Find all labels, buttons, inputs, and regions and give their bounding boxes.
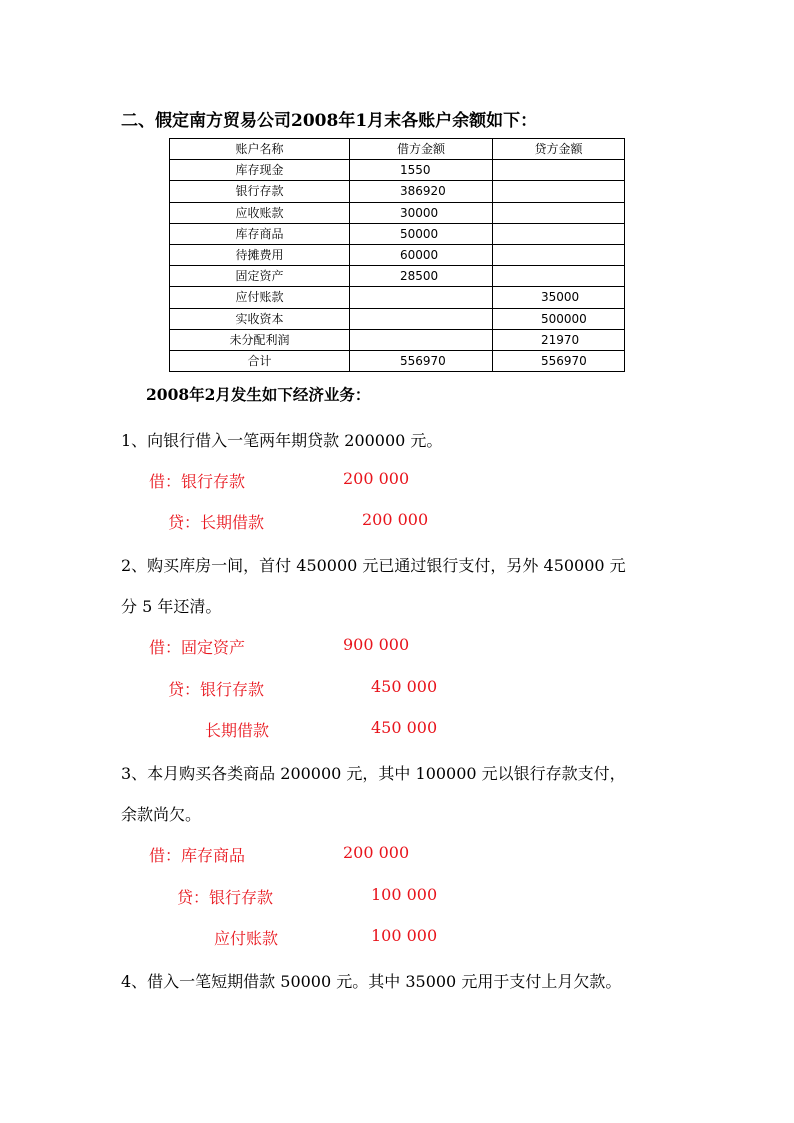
entry2-debit-label: 借：固定资产 [149,638,246,657]
header-debit: 借方金额 [350,139,493,160]
entry3-credit2-amount: 100 000 [371,926,438,945]
debit-cell [350,329,493,350]
entry3-credit-amount: 100 000 [371,885,438,904]
account-cell: 应付账款 [170,287,350,308]
entry3-credit-label: 贷：银行存款 [177,888,274,907]
table-row [170,266,625,287]
credit-cell [493,160,625,181]
account-cell: 库存现金 [170,160,350,181]
entry2-credit2-amount: 450 000 [371,718,438,737]
debit-cell: 60000 [350,244,493,265]
credit-cell: 35000 [493,287,625,308]
entry3-debit-label: 借：库存商品 [149,846,246,865]
debit-cell: 1550 [350,160,493,181]
credit-cell [493,244,625,265]
credit-cell [493,223,625,244]
entry2-debit-amount: 900 000 [343,635,410,654]
debit-cell [350,308,493,329]
entry1-debit-amount: 200 000 [343,469,410,488]
entry2-credit-label: 贷：银行存款 [168,680,265,699]
balance-table [169,138,625,372]
account-cell: 固定资产 [170,266,350,287]
entry1-debit-label: 借：银行存款 [149,472,246,491]
page-heading: 二、假定南方贸易公司2008年1月末各账户余额如下： [121,111,538,131]
table-row [170,160,625,181]
section-subheading: 2008年2月发生如下经济业务： [146,385,371,404]
transaction-item-1: 1、向银行借入一笔两年期贷款 200000 元。 [121,431,443,450]
credit-cell: 21970 [493,329,625,350]
table-row [170,244,625,265]
debit-cell: 50000 [350,223,493,244]
table-row [170,202,625,223]
credit-cell: 500000 [493,308,625,329]
header-account: 账户名称 [170,139,350,160]
account-cell: 库存商品 [170,223,350,244]
entry1-credit-label: 贷：长期借款 [168,513,265,532]
account-cell: 实收资本 [170,308,350,329]
entry3-debit-amount: 200 000 [343,843,410,862]
debit-cell [350,287,493,308]
transaction-item-4: 4、借入一笔短期借款 50000 元。其中 35000 元用于支付上月欠款。 [121,972,622,991]
entry2-credit-amount: 450 000 [371,677,438,696]
table-row [170,350,625,371]
transaction-item-2-line1: 2、购买库房一间，首付 450000 元已通过银行支付，另外 450000 元 [121,556,626,575]
debit-cell: 556970 [350,350,493,371]
table-row [170,329,625,350]
account-cell: 银行存款 [170,181,350,202]
transaction-item-3-line1: 3、本月购买各类商品 200000 元，其中 100000 元以银行存款支付， [121,764,626,783]
table-row [170,308,625,329]
account-cell: 合计 [170,350,350,371]
table-header-row [170,139,625,160]
credit-cell [493,202,625,223]
credit-cell [493,266,625,287]
transaction-item-3-line2: 余款尚欠。 [121,805,202,824]
transaction-item-2-line2: 分 5 年还清。 [121,597,222,616]
account-cell: 应收账款 [170,202,350,223]
debit-cell: 30000 [350,202,493,223]
credit-cell [493,181,625,202]
account-cell: 未分配利润 [170,329,350,350]
debit-cell: 386920 [350,181,493,202]
entry2-credit2-label: 长期借款 [205,721,270,740]
debit-cell: 28500 [350,266,493,287]
table-row [170,181,625,202]
account-cell: 待摊费用 [170,244,350,265]
entry3-credit2-label: 应付账款 [214,929,279,948]
credit-cell: 556970 [493,350,625,371]
entry1-credit-amount: 200 000 [362,510,429,529]
table-row [170,223,625,244]
table-row [170,287,625,308]
header-credit: 贷方金额 [493,139,625,160]
